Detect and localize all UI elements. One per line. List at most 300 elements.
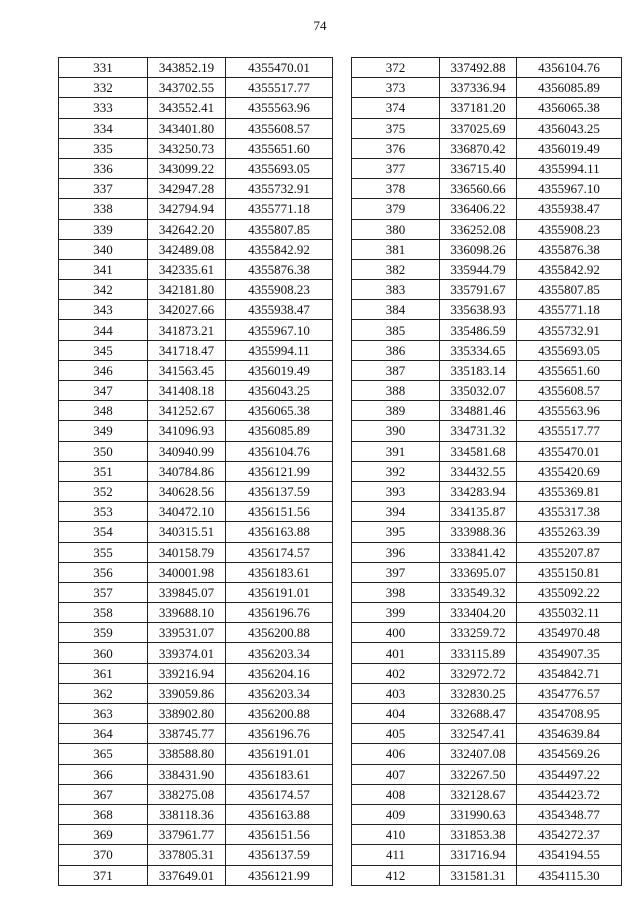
table-row (59, 481, 333, 501)
point-number-cell: 336 (59, 158, 148, 178)
point-number-cell: 409 (352, 804, 440, 824)
point-number-cell: 386 (352, 340, 440, 360)
table-row (59, 280, 333, 300)
table-row (352, 804, 622, 824)
x-coordinate-cell: 339688.10 (148, 603, 226, 623)
table-row (59, 340, 333, 360)
table-row (352, 401, 622, 421)
y-coordinate-cell: 4355807.85 (226, 219, 333, 239)
table-row (352, 744, 622, 764)
x-coordinate-cell: 333841.42 (440, 542, 517, 562)
x-coordinate-cell: 332972.72 (440, 663, 517, 683)
x-coordinate-cell: 331716.94 (440, 845, 517, 865)
table-row (352, 582, 622, 602)
x-coordinate-cell: 333695.07 (440, 562, 517, 582)
y-coordinate-cell: 4355092.22 (517, 582, 622, 602)
table-row (352, 522, 622, 542)
y-coordinate-cell: 4355517.77 (517, 421, 622, 441)
y-coordinate-cell: 4354423.72 (517, 784, 622, 804)
y-coordinate-cell: 4355938.47 (517, 199, 622, 219)
y-coordinate-cell: 4355967.10 (226, 320, 333, 340)
table-row (59, 502, 333, 522)
point-number-cell: 389 (352, 401, 440, 421)
table-row (352, 118, 622, 138)
y-coordinate-cell: 4354569.26 (517, 744, 622, 764)
y-coordinate-cell: 4355369.81 (517, 481, 622, 501)
point-number-cell: 346 (59, 360, 148, 380)
table-row (59, 542, 333, 562)
x-coordinate-cell: 336870.42 (440, 138, 517, 158)
x-coordinate-cell: 340001.98 (148, 562, 226, 582)
point-number-cell: 355 (59, 542, 148, 562)
x-coordinate-cell: 334581.68 (440, 441, 517, 461)
x-coordinate-cell: 339059.86 (148, 683, 226, 703)
table-row (352, 603, 622, 623)
x-coordinate-cell: 343401.80 (148, 118, 226, 138)
y-coordinate-cell: 4355938.47 (226, 300, 333, 320)
table-row (59, 623, 333, 643)
y-coordinate-cell: 4355876.38 (517, 239, 622, 259)
y-coordinate-cell: 4355150.81 (517, 562, 622, 582)
point-number-cell: 391 (352, 441, 440, 461)
y-coordinate-cell: 4356043.25 (517, 118, 622, 138)
x-coordinate-cell: 339845.07 (148, 582, 226, 602)
table-row (59, 239, 333, 259)
y-coordinate-cell: 4356151.56 (226, 502, 333, 522)
x-coordinate-cell: 338118.36 (148, 804, 226, 824)
table-row (59, 461, 333, 481)
x-coordinate-cell: 337492.88 (440, 58, 517, 78)
point-number-cell: 372 (352, 58, 440, 78)
point-number-cell: 399 (352, 603, 440, 623)
x-coordinate-cell: 332128.67 (440, 784, 517, 804)
y-coordinate-cell: 4355732.91 (517, 320, 622, 340)
y-coordinate-cell: 4355563.96 (517, 401, 622, 421)
table-row (352, 784, 622, 804)
table-row (59, 401, 333, 421)
table-row (352, 239, 622, 259)
x-coordinate-cell: 331990.63 (440, 804, 517, 824)
point-number-cell: 373 (352, 78, 440, 98)
x-coordinate-cell: 339374.01 (148, 643, 226, 663)
x-coordinate-cell: 335334.65 (440, 340, 517, 360)
point-number-cell: 335 (59, 138, 148, 158)
x-coordinate-cell: 337805.31 (148, 845, 226, 865)
x-coordinate-cell: 333115.89 (440, 643, 517, 663)
point-number-cell: 388 (352, 381, 440, 401)
point-number-cell: 411 (352, 845, 440, 865)
table-row (352, 300, 622, 320)
point-number-cell: 351 (59, 461, 148, 481)
point-number-cell: 378 (352, 179, 440, 199)
x-coordinate-cell: 335183.14 (440, 360, 517, 380)
table-row (59, 744, 333, 764)
x-coordinate-cell: 335486.59 (440, 320, 517, 340)
point-number-cell: 393 (352, 481, 440, 501)
point-number-cell: 375 (352, 118, 440, 138)
y-coordinate-cell: 4354776.57 (517, 683, 622, 703)
table-row (59, 179, 333, 199)
point-number-cell: 370 (59, 845, 148, 865)
y-coordinate-cell: 4355693.05 (517, 340, 622, 360)
table-row (352, 381, 622, 401)
table-row (352, 865, 622, 885)
x-coordinate-cell: 343702.55 (148, 78, 226, 98)
table-row (59, 58, 333, 78)
x-coordinate-cell: 337336.94 (440, 78, 517, 98)
y-coordinate-cell: 4355608.57 (517, 381, 622, 401)
y-coordinate-cell: 4356200.88 (226, 623, 333, 643)
point-number-cell: 354 (59, 522, 148, 542)
table-row (59, 300, 333, 320)
y-coordinate-cell: 4356200.88 (226, 704, 333, 724)
x-coordinate-cell: 338745.77 (148, 724, 226, 744)
y-coordinate-cell: 4355967.10 (517, 179, 622, 199)
point-number-cell: 343 (59, 300, 148, 320)
point-number-cell: 402 (352, 663, 440, 683)
x-coordinate-cell: 340315.51 (148, 522, 226, 542)
x-coordinate-cell: 332688.47 (440, 704, 517, 724)
table-row (59, 582, 333, 602)
y-coordinate-cell: 4356065.38 (226, 401, 333, 421)
y-coordinate-cell: 4356151.56 (226, 825, 333, 845)
table-row (352, 724, 622, 744)
y-coordinate-cell: 4356137.59 (226, 481, 333, 501)
point-number-cell: 341 (59, 259, 148, 279)
x-coordinate-cell: 340472.10 (148, 502, 226, 522)
point-number-cell: 361 (59, 663, 148, 683)
y-coordinate-cell: 4355420.69 (517, 461, 622, 481)
table-row (352, 461, 622, 481)
y-coordinate-cell: 4355032.11 (517, 603, 622, 623)
table-row (352, 199, 622, 219)
x-coordinate-cell: 337025.69 (440, 118, 517, 138)
y-coordinate-cell: 4356204.16 (226, 663, 333, 683)
x-coordinate-cell: 343099.22 (148, 158, 226, 178)
table-row (59, 603, 333, 623)
x-coordinate-cell: 332407.08 (440, 744, 517, 764)
y-coordinate-cell: 4355994.11 (517, 158, 622, 178)
y-coordinate-cell: 4354970.48 (517, 623, 622, 643)
point-number-cell: 371 (59, 865, 148, 885)
x-coordinate-cell: 342794.94 (148, 199, 226, 219)
table-row (352, 481, 622, 501)
table-row (59, 98, 333, 118)
point-number-cell: 331 (59, 58, 148, 78)
x-coordinate-cell: 341252.67 (148, 401, 226, 421)
y-coordinate-cell: 4354842.71 (517, 663, 622, 683)
y-coordinate-cell: 4355651.60 (517, 360, 622, 380)
point-number-cell: 353 (59, 502, 148, 522)
table-row (59, 764, 333, 784)
table-row (59, 421, 333, 441)
y-coordinate-cell: 4356163.88 (226, 522, 333, 542)
y-coordinate-cell: 4356104.76 (517, 58, 622, 78)
x-coordinate-cell: 339216.94 (148, 663, 226, 683)
x-coordinate-cell: 338902.80 (148, 704, 226, 724)
y-coordinate-cell: 4354497.22 (517, 764, 622, 784)
point-number-cell: 396 (352, 542, 440, 562)
x-coordinate-cell: 332830.25 (440, 683, 517, 703)
x-coordinate-cell: 333259.72 (440, 623, 517, 643)
y-coordinate-cell: 4354708.95 (517, 704, 622, 724)
y-coordinate-cell: 4356065.38 (517, 98, 622, 118)
point-number-cell: 376 (352, 138, 440, 158)
y-coordinate-cell: 4356183.61 (226, 764, 333, 784)
y-coordinate-cell: 4354194.55 (517, 845, 622, 865)
point-number-cell: 347 (59, 381, 148, 401)
table-row (59, 683, 333, 703)
y-coordinate-cell: 4354115.30 (517, 865, 622, 885)
y-coordinate-cell: 4356043.25 (226, 381, 333, 401)
table-body (59, 58, 333, 886)
table-row (352, 825, 622, 845)
point-number-cell: 407 (352, 764, 440, 784)
table-row (59, 643, 333, 663)
x-coordinate-cell: 343250.73 (148, 138, 226, 158)
x-coordinate-cell: 334135.87 (440, 502, 517, 522)
x-coordinate-cell: 336560.66 (440, 179, 517, 199)
point-number-cell: 385 (352, 320, 440, 340)
point-number-cell: 403 (352, 683, 440, 703)
x-coordinate-cell: 342181.80 (148, 280, 226, 300)
x-coordinate-cell: 341563.45 (148, 360, 226, 380)
point-number-cell: 381 (352, 239, 440, 259)
x-coordinate-cell: 336715.40 (440, 158, 517, 178)
y-coordinate-cell: 4355842.92 (226, 239, 333, 259)
table-row (352, 643, 622, 663)
table-row (352, 320, 622, 340)
table-row (59, 663, 333, 683)
y-coordinate-cell: 4356121.99 (226, 865, 333, 885)
x-coordinate-cell: 340940.99 (148, 441, 226, 461)
x-coordinate-cell: 335791.67 (440, 280, 517, 300)
x-coordinate-cell: 338431.90 (148, 764, 226, 784)
y-coordinate-cell: 4356121.99 (226, 461, 333, 481)
y-coordinate-cell: 4356191.01 (226, 744, 333, 764)
y-coordinate-cell: 4355563.96 (226, 98, 333, 118)
table-body (352, 58, 622, 886)
point-number-cell: 384 (352, 300, 440, 320)
x-coordinate-cell: 336406.22 (440, 199, 517, 219)
table-row (59, 158, 333, 178)
x-coordinate-cell: 342489.08 (148, 239, 226, 259)
point-number-cell: 368 (59, 804, 148, 824)
x-coordinate-cell: 334731.32 (440, 421, 517, 441)
x-coordinate-cell: 343552.41 (148, 98, 226, 118)
y-coordinate-cell: 4354348.77 (517, 804, 622, 824)
point-number-cell: 406 (352, 744, 440, 764)
table-row (59, 259, 333, 279)
table-row (352, 845, 622, 865)
point-number-cell: 356 (59, 562, 148, 582)
table-row (352, 360, 622, 380)
page-number: 74 (313, 18, 327, 33)
point-number-cell: 366 (59, 764, 148, 784)
point-number-cell: 405 (352, 724, 440, 744)
x-coordinate-cell: 342947.28 (148, 179, 226, 199)
y-coordinate-cell: 4356163.88 (226, 804, 333, 824)
point-number-cell: 340 (59, 239, 148, 259)
point-number-cell: 334 (59, 118, 148, 138)
y-coordinate-cell: 4355771.18 (517, 300, 622, 320)
point-number-cell: 408 (352, 784, 440, 804)
table-row (352, 542, 622, 562)
table-row (352, 259, 622, 279)
table-row (352, 623, 622, 643)
x-coordinate-cell: 342027.66 (148, 300, 226, 320)
x-coordinate-cell: 336252.08 (440, 219, 517, 239)
table-row (352, 78, 622, 98)
point-number-cell: 337 (59, 179, 148, 199)
point-number-cell: 387 (352, 360, 440, 380)
x-coordinate-cell: 337961.77 (148, 825, 226, 845)
y-coordinate-cell: 4356085.89 (517, 78, 622, 98)
y-coordinate-cell: 4355842.92 (517, 259, 622, 279)
point-number-cell: 348 (59, 401, 148, 421)
table-row (352, 663, 622, 683)
y-coordinate-cell: 4356174.57 (226, 784, 333, 804)
x-coordinate-cell: 332547.41 (440, 724, 517, 744)
y-coordinate-cell: 4354272.37 (517, 825, 622, 845)
point-number-cell: 390 (352, 421, 440, 441)
point-number-cell: 365 (59, 744, 148, 764)
table-row (352, 280, 622, 300)
table-row (59, 562, 333, 582)
x-coordinate-cell: 341873.21 (148, 320, 226, 340)
y-coordinate-cell: 4355876.38 (226, 259, 333, 279)
point-number-cell: 379 (352, 199, 440, 219)
point-number-cell: 350 (59, 441, 148, 461)
x-coordinate-cell: 341408.18 (148, 381, 226, 401)
y-coordinate-cell: 4355470.01 (517, 441, 622, 461)
x-coordinate-cell: 336098.26 (440, 239, 517, 259)
x-coordinate-cell: 335032.07 (440, 381, 517, 401)
point-number-cell: 359 (59, 623, 148, 643)
table-row (352, 219, 622, 239)
y-coordinate-cell: 4355651.60 (226, 138, 333, 158)
table-row (59, 320, 333, 340)
table-row (59, 118, 333, 138)
x-coordinate-cell: 338275.08 (148, 784, 226, 804)
y-coordinate-cell: 4356203.34 (226, 683, 333, 703)
point-number-cell: 377 (352, 158, 440, 178)
x-coordinate-cell: 331853.38 (440, 825, 517, 845)
x-coordinate-cell: 341718.47 (148, 340, 226, 360)
y-coordinate-cell: 4356137.59 (226, 845, 333, 865)
table-row (59, 219, 333, 239)
x-coordinate-cell: 339531.07 (148, 623, 226, 643)
point-number-cell: 400 (352, 623, 440, 643)
x-coordinate-cell: 335638.93 (440, 300, 517, 320)
x-coordinate-cell: 333404.20 (440, 603, 517, 623)
point-number-cell: 338 (59, 199, 148, 219)
point-number-cell: 382 (352, 259, 440, 279)
y-coordinate-cell: 4356183.61 (226, 562, 333, 582)
point-number-cell: 364 (59, 724, 148, 744)
x-coordinate-cell: 334881.46 (440, 401, 517, 421)
x-coordinate-cell: 337649.01 (148, 865, 226, 885)
table-row (59, 199, 333, 219)
point-number-cell: 349 (59, 421, 148, 441)
point-number-cell: 369 (59, 825, 148, 845)
y-coordinate-cell: 4355693.05 (226, 158, 333, 178)
table-row (59, 804, 333, 824)
point-number-cell: 374 (352, 98, 440, 118)
table-row (59, 704, 333, 724)
table-row (59, 138, 333, 158)
x-coordinate-cell: 343852.19 (148, 58, 226, 78)
point-number-cell: 333 (59, 98, 148, 118)
x-coordinate-cell: 338588.80 (148, 744, 226, 764)
point-number-cell: 358 (59, 603, 148, 623)
x-coordinate-cell: 332267.50 (440, 764, 517, 784)
y-coordinate-cell: 4356174.57 (226, 542, 333, 562)
point-number-cell: 412 (352, 865, 440, 885)
point-number-cell: 332 (59, 78, 148, 98)
point-number-cell: 395 (352, 522, 440, 542)
y-coordinate-cell: 4355732.91 (226, 179, 333, 199)
point-number-cell: 362 (59, 683, 148, 703)
point-number-cell: 360 (59, 643, 148, 663)
point-number-cell: 344 (59, 320, 148, 340)
point-number-cell: 383 (352, 280, 440, 300)
table-row (352, 683, 622, 703)
point-number-cell: 357 (59, 582, 148, 602)
table-row (59, 522, 333, 542)
y-coordinate-cell: 4355470.01 (226, 58, 333, 78)
x-coordinate-cell: 337181.20 (440, 98, 517, 118)
y-coordinate-cell: 4356019.49 (517, 138, 622, 158)
y-coordinate-cell: 4356085.89 (226, 421, 333, 441)
x-coordinate-cell: 342642.20 (148, 219, 226, 239)
y-coordinate-cell: 4356191.01 (226, 582, 333, 602)
table-row (352, 441, 622, 461)
table-row (59, 825, 333, 845)
table-row (59, 360, 333, 380)
x-coordinate-cell: 341096.93 (148, 421, 226, 441)
y-coordinate-cell: 4355608.57 (226, 118, 333, 138)
x-coordinate-cell: 340628.56 (148, 481, 226, 501)
x-coordinate-cell: 342335.61 (148, 259, 226, 279)
table-row (352, 179, 622, 199)
y-coordinate-cell: 4355207.87 (517, 542, 622, 562)
table-row (352, 138, 622, 158)
y-coordinate-cell: 4356019.49 (226, 360, 333, 380)
table-row (59, 78, 333, 98)
y-coordinate-cell: 4355994.11 (226, 340, 333, 360)
y-coordinate-cell: 4355263.39 (517, 522, 622, 542)
table-row (59, 784, 333, 804)
y-coordinate-cell: 4355317.38 (517, 502, 622, 522)
point-number-cell: 398 (352, 582, 440, 602)
table-row (59, 724, 333, 744)
point-number-cell: 410 (352, 825, 440, 845)
table-row (59, 381, 333, 401)
table-row (352, 340, 622, 360)
y-coordinate-cell: 4355517.77 (226, 78, 333, 98)
x-coordinate-cell: 334283.94 (440, 481, 517, 501)
point-number-cell: 367 (59, 784, 148, 804)
x-coordinate-cell: 340784.86 (148, 461, 226, 481)
table-row (352, 58, 622, 78)
y-coordinate-cell: 4356196.76 (226, 724, 333, 744)
y-coordinate-cell: 4355908.23 (226, 280, 333, 300)
table-row (352, 562, 622, 582)
coordinates-table-left (58, 57, 333, 886)
point-number-cell: 401 (352, 643, 440, 663)
point-number-cell: 339 (59, 219, 148, 239)
